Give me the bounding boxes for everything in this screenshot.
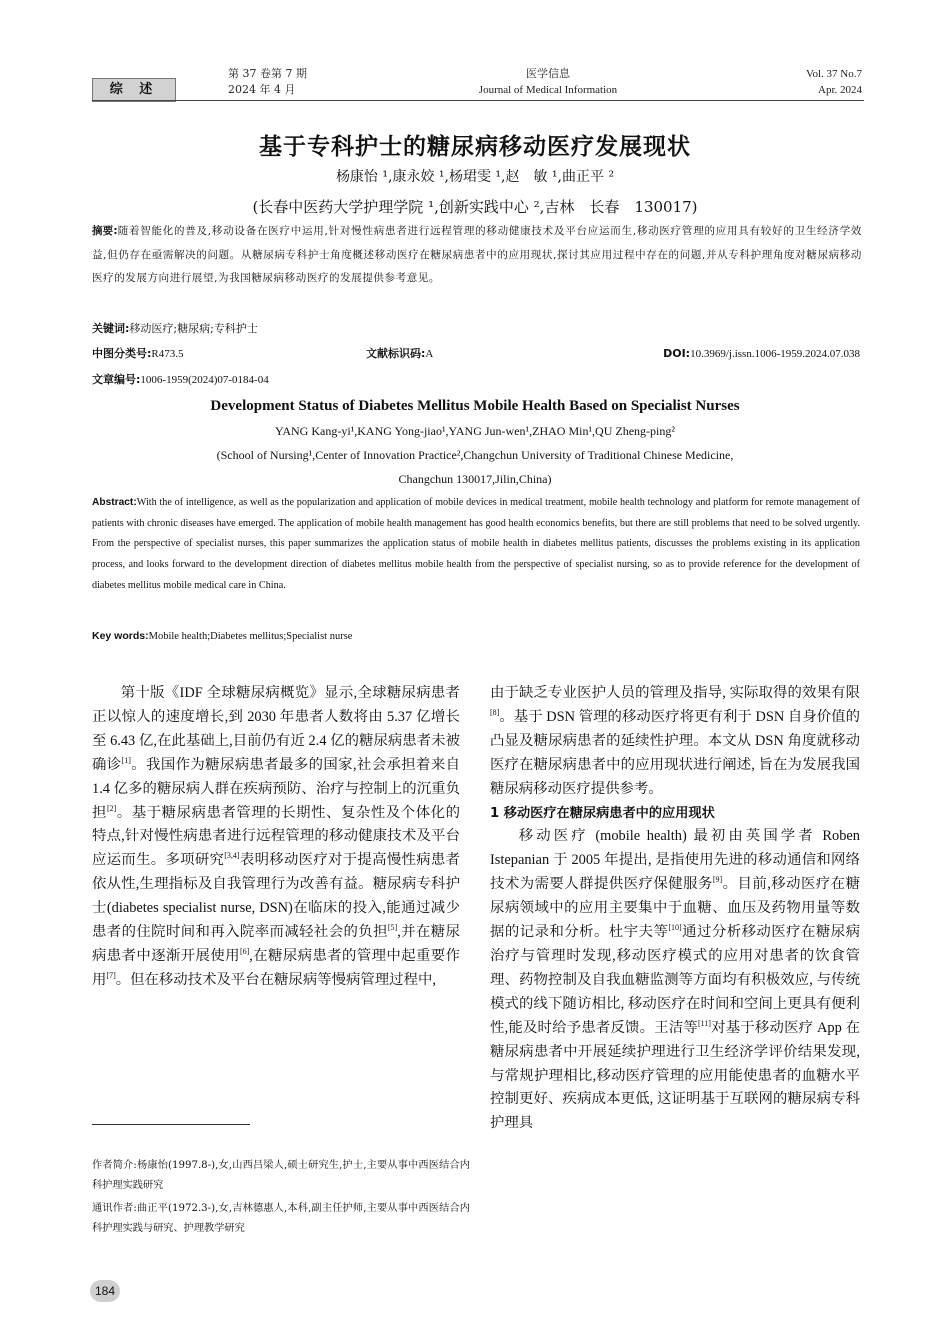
body-left-text-d: 表明移动医疗对于提高慢性病患者依从性,生理指标及自我管理行为改善有益。糖尿病专科护士(diabetes specialist nurse, DSN)在临床的投入,能通过减少患者的住院时间和再入院率而减轻社会的负担 xyxy=(92,852,460,941)
footnote-author-intro: 作者简介:杨康怡(1997.8-),女,山西吕梁人,硕士研究生,护士,主要从事中西医结合内科护理实践研究 xyxy=(92,1160,470,1191)
abstract-en-text: With the of intelligence, as well as the popularization and application of mobile devices in medical treatment, mobile health technology and platform for remote management of patients with chronic diseases have emerged. The application of mobile health management has good health economics benefits, but there are still problems that need to be solved urgently. From the perspective of specialist nurses, this paper summarizes the application status of mobile health in diabetes mellitus patients, discusses the problems existing in its application process, and looks forward to the development direction of diabetes mellitus mobile health from the perspective of specialist nursing, so as to provide reference for the development of diabetes mellitus mobile medical care in China. xyxy=(92,497,860,591)
body-left-text-a: 第十版《IDF 全球糖尿病概览》显示,全球糖尿病患者正以惊人的速度增长,到 2030 年患者人数将由 5.37 亿增长至 6.43 亿,在此基础上,目前仍有近 2.4 亿的糖尿病患者未被确诊 xyxy=(92,685,460,773)
keywords-en-label: Key words: xyxy=(92,630,149,642)
keywords-cn-label: 关键词: xyxy=(92,322,130,335)
volume-en: Vol. 37 No.7 xyxy=(805,68,862,80)
body-left-text-g: 。但在移动技术及平台在糖尿病等慢病管理过程中, xyxy=(115,971,436,988)
section-tab: 综 述 xyxy=(92,78,176,102)
classification-value: R473.5 xyxy=(151,348,184,360)
body-left-text-e: ,并在糖尿病患者中逐渐开展使用 xyxy=(92,924,460,964)
citation-ref8: [8] xyxy=(490,708,500,718)
body-left-text-b: 。我国作为糖尿病患者最多的国家,社会承担着来自 1.4 亿多的糖尿病人群在疾病预防、治疗与控制上的沉重负担 xyxy=(92,756,460,821)
body-right-text-a: 由于缺乏专业医护人员的管理及指导, 实际取得的效果有限 xyxy=(490,685,860,701)
citation-ref3: [3,4] xyxy=(224,851,240,861)
article-number-value: 1006-1959(2024)07-0184-04 xyxy=(140,374,269,386)
footnote-rule xyxy=(92,1124,250,1125)
body-right-paragraph-1 xyxy=(490,682,860,802)
classification xyxy=(92,346,184,362)
citation-ref1: [1] xyxy=(121,755,131,765)
abstract-cn-text: 随着智能化的普及,移动设备在医疗中运用,针对慢性病患者进行远程管理的移动健康技术及平台应运而生,移动医疗管理的应用具有较好的卫生经济学效益,但仍存在亟需解决的问题。从糖尿病专科护士角度概述移动医疗在糖尿病患者中的应用现状,探讨其应用过程中存在的问题,并从专科护理角度对糖尿病移动医疗的发展方向进行展望,为我国糖尿病移动医疗的发展提供参考意见。 xyxy=(92,225,862,284)
body-right-column xyxy=(490,682,860,1136)
keywords-cn xyxy=(92,321,258,337)
body-left-text-c: 。基于糖尿病患者管理的长期性、复杂性及个体化的特点,针对慢性病患者进行远程管理的移动健康技术及平台应运而生。多项研究 xyxy=(92,804,460,869)
section-heading-1: 1 移动医疗在糖尿病患者中的应用现状 xyxy=(490,805,715,821)
date-en: Apr. 2024 xyxy=(818,84,862,96)
affiliation-cn: (长春中医药大学护理学院 ¹,创新实践中心 ²,吉林 长春 130017) xyxy=(252,198,698,216)
keywords-en xyxy=(92,630,352,642)
citation-ref10: [10] xyxy=(668,923,682,933)
keywords-cn-text: 移动医疗;糖尿病;专科护士 xyxy=(129,322,258,335)
body-right-text-f: 对基于移动医疗 App 在糖尿病患者中开展延续护理进行卫生经济学评价结果发现,与常规护理相比,移动医疗管理的应用能使患者的血糖水平控制更好、疾病成本更低, 这证明基于互联网的糖尿病专科护理具 xyxy=(490,1019,860,1132)
doi-label: DOI: xyxy=(663,347,691,360)
footnote-corresponding-author: 通讯作者:曲正平(1972.3-),女,吉林德惠人,本科,副主任护师,主要从事中西医结合内科护理实践与研究、护理教学研究 xyxy=(92,1203,470,1234)
body-right-text-c: 移动医疗 (mobile health) 最初由英国学者 Roben Istepanian 于 2005 年提出, 是指使用先进的移动通信和网络技术为需要人群提供医疗保健服务 xyxy=(490,828,860,893)
article-number-label: 文章编号: xyxy=(92,373,141,386)
date-cn: 2024 年 4 月 xyxy=(228,83,296,96)
doi-value: 10.3969/j.issn.1006-1959.2024.07.038 xyxy=(690,348,860,360)
body-right-text-d: 。目前,移动医疗在糖尿病领域中的应用主要集中于血糖、血压及药物用量等数据的记录和分析。杜宇夫等 xyxy=(490,876,860,941)
citation-ref5: [5] xyxy=(387,923,398,933)
page-number: 184 xyxy=(90,1280,120,1302)
abstract-en-label: Abstract: xyxy=(92,497,137,508)
citation-ref9: [9] xyxy=(712,875,723,885)
abstract-cn xyxy=(92,220,862,291)
affiliation-en-line1: (School of Nursing¹,Center of Innovation Practice²,Changchun University of Traditional Chinese Medicine, xyxy=(216,448,734,462)
paper-title-cn: 基于专科护士的糖尿病移动医疗发展现状 xyxy=(259,134,691,160)
citation-ref6: [6] xyxy=(239,947,250,957)
body-left-paragraph xyxy=(92,682,460,993)
header-rule xyxy=(92,100,864,101)
journal-cn: 医学信息 xyxy=(526,67,570,80)
article-number xyxy=(92,372,269,388)
body-right-text-e: 通过分析移动医疗在糖尿病治疗与管理时发现,移动医疗模式的应用对患者的饮食管理、药物控制及自我血糖监测等方面均有积极效应, 与传统模式的线下随访相比, 移动医疗在时间和空间上更具有便利性,能及时给予患者反馈。王洁等 xyxy=(490,924,860,1036)
authors-en: YANG Kang-yi¹,KANG Yong-jiao¹,YANG Jun-wen¹,ZHAO Min¹,QU Zheng-ping² xyxy=(275,424,675,438)
paper-title-en: Development Status of Diabetes Mellitus Mobile Health Based on Specialist Nurses xyxy=(210,398,740,414)
classification-label: 中图分类号: xyxy=(92,347,152,360)
volume-cn: 第 37 卷第 7 期 xyxy=(228,67,307,80)
authors-cn: 杨康怡 ¹,康永姣 ¹,杨珺雯 ¹,赵 敏 ¹,曲正平 ² xyxy=(335,169,615,185)
doc-code-label: 文献标识码: xyxy=(366,347,426,360)
citation-ref7: [7] xyxy=(106,971,116,981)
abstract-en xyxy=(92,493,860,597)
citation-ref2: [2] xyxy=(106,803,117,813)
keywords-en-text: Mobile health;Diabetes mellitus;Specialist nurse xyxy=(148,631,353,642)
journal-en: Journal of Medical Information xyxy=(478,84,618,96)
body-left-text-f: ,在糖尿病患者的管理中起重要作用 xyxy=(92,947,460,988)
citation-ref11: [11] xyxy=(697,1018,711,1028)
doi xyxy=(663,346,860,362)
body-right-text-b: 。基于 DSN 管理的移动医疗将更有利于 DSN 自身价值的凸显及糖尿病患者的延续性护理。本文从 DSN 角度就移动医疗在糖尿病患者中的应用现状进行阐述, 旨在为发展我国糖尿病移动医疗提供参考。 xyxy=(490,708,860,797)
doc-code-value: A xyxy=(425,348,434,360)
body-right-paragraph-2 xyxy=(490,825,860,1136)
abstract-cn-label: 摘要: xyxy=(92,225,118,237)
affiliation-en-line2: Changchun 130017,Jilin,China) xyxy=(398,472,552,486)
doc-code xyxy=(366,346,433,362)
